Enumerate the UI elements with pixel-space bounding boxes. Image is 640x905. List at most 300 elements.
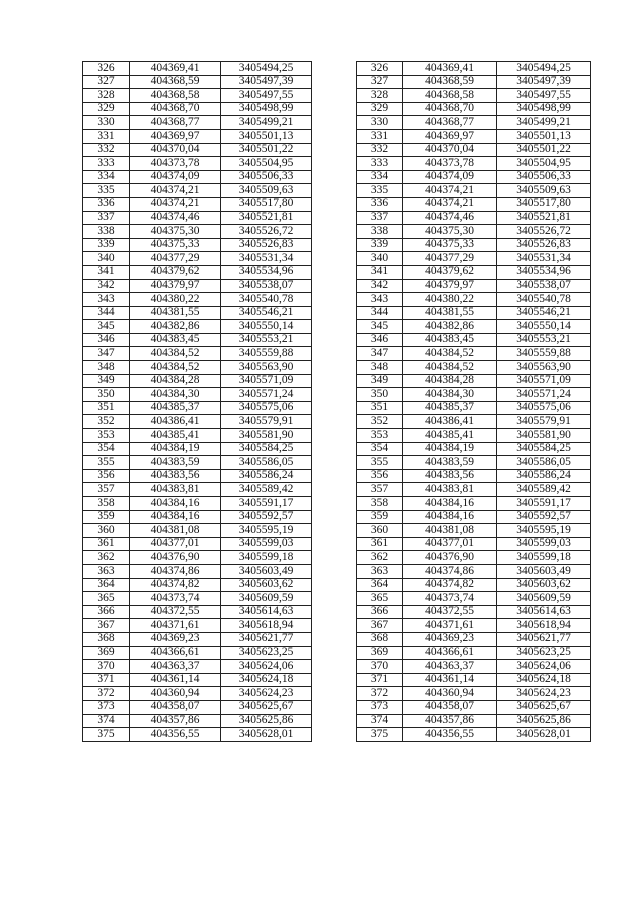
- table-row: [83, 700, 591, 714]
- column-gap: [312, 252, 357, 266]
- y-coordinate-cell: 3405501,22: [497, 143, 591, 157]
- table-row: [83, 320, 591, 334]
- y-coordinate-cell: 3405625,86: [221, 714, 312, 728]
- y-coordinate-cell: 3405494,25: [497, 62, 591, 76]
- y-coordinate-cell: 3405595,19: [497, 524, 591, 538]
- table-row: [83, 333, 591, 347]
- column-gap: [312, 320, 357, 334]
- y-coordinate-cell: 3405517,80: [497, 197, 591, 211]
- x-coordinate-cell: 404356,55: [130, 728, 221, 742]
- point-number-cell: 362: [357, 551, 403, 565]
- y-coordinate-cell: 3405509,63: [497, 184, 591, 198]
- point-number-cell: 339: [357, 238, 403, 252]
- point-number-cell: 343: [83, 293, 130, 307]
- x-coordinate-cell: 404368,59: [403, 75, 497, 89]
- point-number-cell: 334: [83, 170, 130, 184]
- y-coordinate-cell: 3405563,90: [221, 361, 312, 375]
- column-gap: [312, 116, 357, 130]
- y-coordinate-cell: 3405559,88: [221, 347, 312, 361]
- point-number-cell: 337: [357, 211, 403, 225]
- point-number-cell: 349: [83, 374, 130, 388]
- point-number-cell: 375: [83, 728, 130, 742]
- y-coordinate-cell: 3405509,63: [221, 184, 312, 198]
- x-coordinate-cell: 404374,82: [403, 578, 497, 592]
- point-number-cell: 329: [83, 102, 130, 116]
- x-coordinate-cell: 404381,08: [130, 524, 221, 538]
- y-coordinate-cell: 3405563,90: [497, 361, 591, 375]
- x-coordinate-cell: 404363,37: [130, 660, 221, 674]
- point-number-cell: 331: [357, 129, 403, 143]
- x-coordinate-cell: 404375,33: [130, 238, 221, 252]
- y-coordinate-cell: 3405579,91: [221, 415, 312, 429]
- x-coordinate-cell: 404384,52: [130, 347, 221, 361]
- point-number-cell: 359: [83, 510, 130, 524]
- y-coordinate-cell: 3405498,99: [221, 102, 312, 116]
- x-coordinate-cell: 404384,16: [403, 497, 497, 511]
- x-coordinate-cell: 404366,61: [403, 646, 497, 660]
- column-gap: [312, 129, 357, 143]
- coordinates-table-body: [83, 62, 591, 742]
- point-number-cell: 346: [357, 333, 403, 347]
- table-row: [83, 252, 591, 266]
- y-coordinate-cell: 3405534,96: [221, 265, 312, 279]
- y-coordinate-cell: 3405599,18: [221, 551, 312, 565]
- table-row: [83, 673, 591, 687]
- x-coordinate-cell: 404369,97: [130, 129, 221, 143]
- point-number-cell: 332: [357, 143, 403, 157]
- x-coordinate-cell: 404373,74: [403, 592, 497, 606]
- y-coordinate-cell: 3405575,06: [221, 401, 312, 415]
- x-coordinate-cell: 404369,23: [403, 632, 497, 646]
- y-coordinate-cell: 3405521,81: [221, 211, 312, 225]
- x-coordinate-cell: 404383,45: [403, 333, 497, 347]
- y-coordinate-cell: 3405603,49: [221, 564, 312, 578]
- x-coordinate-cell: 404384,16: [130, 497, 221, 511]
- table-row: [83, 524, 591, 538]
- x-coordinate-cell: 404363,37: [403, 660, 497, 674]
- y-coordinate-cell: 3405504,95: [497, 157, 591, 171]
- x-coordinate-cell: 404386,41: [130, 415, 221, 429]
- y-coordinate-cell: 3405603,62: [221, 578, 312, 592]
- column-gap: [312, 456, 357, 470]
- x-coordinate-cell: 404371,61: [130, 619, 221, 633]
- x-coordinate-cell: 404366,61: [130, 646, 221, 660]
- x-coordinate-cell: 404371,61: [403, 619, 497, 633]
- x-coordinate-cell: 404373,78: [130, 157, 221, 171]
- x-coordinate-cell: 404374,09: [130, 170, 221, 184]
- table-row: [83, 197, 591, 211]
- column-gap: [312, 578, 357, 592]
- point-number-cell: 366: [357, 605, 403, 619]
- x-coordinate-cell: 404356,55: [403, 728, 497, 742]
- x-coordinate-cell: 404369,41: [130, 62, 221, 76]
- table-row: [83, 89, 591, 103]
- x-coordinate-cell: 404368,70: [403, 102, 497, 116]
- x-coordinate-cell: 404370,04: [403, 143, 497, 157]
- column-gap: [312, 361, 357, 375]
- column-gap: [312, 157, 357, 171]
- point-number-cell: 369: [357, 646, 403, 660]
- y-coordinate-cell: 3405609,59: [221, 592, 312, 606]
- x-coordinate-cell: 404386,41: [403, 415, 497, 429]
- y-coordinate-cell: 3405501,13: [221, 129, 312, 143]
- table-row: [83, 62, 591, 76]
- column-gap: [312, 374, 357, 388]
- table-row: [83, 469, 591, 483]
- table-row: [83, 429, 591, 443]
- point-number-cell: 327: [83, 75, 130, 89]
- y-coordinate-cell: 3405553,21: [497, 333, 591, 347]
- point-number-cell: 364: [357, 578, 403, 592]
- column-gap: [312, 646, 357, 660]
- y-coordinate-cell: 3405526,72: [221, 225, 312, 239]
- x-coordinate-cell: 404368,70: [130, 102, 221, 116]
- point-number-cell: 342: [83, 279, 130, 293]
- x-coordinate-cell: 404382,86: [130, 320, 221, 334]
- x-coordinate-cell: 404361,14: [130, 673, 221, 687]
- y-coordinate-cell: 3405581,90: [497, 429, 591, 443]
- y-coordinate-cell: 3405526,72: [497, 225, 591, 239]
- x-coordinate-cell: 404368,58: [130, 89, 221, 103]
- y-coordinate-cell: 3405546,21: [497, 306, 591, 320]
- y-coordinate-cell: 3405571,24: [221, 388, 312, 402]
- x-coordinate-cell: 404375,30: [130, 225, 221, 239]
- x-coordinate-cell: 404381,55: [130, 306, 221, 320]
- point-number-cell: 336: [83, 197, 130, 211]
- y-coordinate-cell: 3405534,96: [497, 265, 591, 279]
- y-coordinate-cell: 3405599,03: [221, 537, 312, 551]
- y-coordinate-cell: 3405526,83: [497, 238, 591, 252]
- x-coordinate-cell: 404374,21: [403, 197, 497, 211]
- y-coordinate-cell: 3405498,99: [497, 102, 591, 116]
- point-number-cell: 336: [357, 197, 403, 211]
- y-coordinate-cell: 3405499,21: [497, 116, 591, 130]
- y-coordinate-cell: 3405609,59: [497, 592, 591, 606]
- table-row: [83, 170, 591, 184]
- table-row: [83, 415, 591, 429]
- column-gap: [312, 687, 357, 701]
- point-number-cell: 350: [83, 388, 130, 402]
- x-coordinate-cell: 404384,52: [403, 361, 497, 375]
- y-coordinate-cell: 3405497,39: [221, 75, 312, 89]
- y-coordinate-cell: 3405559,88: [497, 347, 591, 361]
- x-coordinate-cell: 404372,55: [130, 605, 221, 619]
- table-row: [83, 225, 591, 239]
- x-coordinate-cell: 404357,86: [403, 714, 497, 728]
- y-coordinate-cell: 3405624,18: [221, 673, 312, 687]
- column-gap: [312, 75, 357, 89]
- point-number-cell: 326: [83, 62, 130, 76]
- x-coordinate-cell: 404374,82: [130, 578, 221, 592]
- y-coordinate-cell: 3405603,62: [497, 578, 591, 592]
- point-number-cell: 359: [357, 510, 403, 524]
- y-coordinate-cell: 3405504,95: [221, 157, 312, 171]
- point-number-cell: 345: [357, 320, 403, 334]
- x-coordinate-cell: 404357,86: [130, 714, 221, 728]
- x-coordinate-cell: 404374,09: [403, 170, 497, 184]
- point-number-cell: 340: [357, 252, 403, 266]
- x-coordinate-cell: 404374,86: [130, 564, 221, 578]
- x-coordinate-cell: 404384,28: [403, 374, 497, 388]
- point-number-cell: 352: [357, 415, 403, 429]
- table-row: [83, 510, 591, 524]
- point-number-cell: 366: [83, 605, 130, 619]
- column-gap: [312, 184, 357, 198]
- x-coordinate-cell: 404361,14: [403, 673, 497, 687]
- column-gap: [312, 225, 357, 239]
- column-gap: [312, 401, 357, 415]
- point-number-cell: 373: [83, 700, 130, 714]
- point-number-cell: 351: [83, 401, 130, 415]
- x-coordinate-cell: 404384,30: [403, 388, 497, 402]
- table-row: [83, 551, 591, 565]
- point-number-cell: 361: [357, 537, 403, 551]
- table-row: [83, 361, 591, 375]
- y-coordinate-cell: 3405497,55: [497, 89, 591, 103]
- column-gap: [312, 592, 357, 606]
- x-coordinate-cell: 404379,62: [403, 265, 497, 279]
- column-gap: [312, 429, 357, 443]
- column-gap: [312, 143, 357, 157]
- point-number-cell: 339: [83, 238, 130, 252]
- y-coordinate-cell: 3405526,83: [221, 238, 312, 252]
- y-coordinate-cell: 3405579,91: [497, 415, 591, 429]
- point-number-cell: 370: [357, 660, 403, 674]
- y-coordinate-cell: 3405540,78: [497, 293, 591, 307]
- x-coordinate-cell: 404368,59: [130, 75, 221, 89]
- y-coordinate-cell: 3405550,14: [221, 320, 312, 334]
- x-coordinate-cell: 404384,30: [130, 388, 221, 402]
- y-coordinate-cell: 3405531,34: [221, 252, 312, 266]
- x-coordinate-cell: 404383,56: [403, 469, 497, 483]
- x-coordinate-cell: 404383,81: [403, 483, 497, 497]
- column-gap: [312, 551, 357, 565]
- y-coordinate-cell: 3405621,77: [221, 632, 312, 646]
- column-gap: [312, 265, 357, 279]
- point-number-cell: 338: [357, 225, 403, 239]
- table-row: [83, 75, 591, 89]
- table-row: [83, 157, 591, 171]
- point-number-cell: 353: [83, 429, 130, 443]
- x-coordinate-cell: 404381,08: [403, 524, 497, 538]
- point-number-cell: 363: [83, 564, 130, 578]
- y-coordinate-cell: 3405506,33: [221, 170, 312, 184]
- point-number-cell: 344: [83, 306, 130, 320]
- y-coordinate-cell: 3405618,94: [497, 619, 591, 633]
- table-row: [83, 483, 591, 497]
- x-coordinate-cell: 404374,46: [130, 211, 221, 225]
- y-coordinate-cell: 3405494,25: [221, 62, 312, 76]
- point-number-cell: 363: [357, 564, 403, 578]
- y-coordinate-cell: 3405584,25: [221, 442, 312, 456]
- column-gap: [312, 197, 357, 211]
- table-row: [83, 619, 591, 633]
- point-number-cell: 372: [83, 687, 130, 701]
- column-gap: [312, 238, 357, 252]
- point-number-cell: 367: [357, 619, 403, 633]
- y-coordinate-cell: 3405586,24: [221, 469, 312, 483]
- y-coordinate-cell: 3405571,24: [497, 388, 591, 402]
- table-row: [83, 728, 591, 742]
- point-number-cell: 357: [83, 483, 130, 497]
- point-number-cell: 347: [357, 347, 403, 361]
- column-gap: [312, 102, 357, 116]
- x-coordinate-cell: 404384,19: [130, 442, 221, 456]
- table-row: [83, 374, 591, 388]
- point-number-cell: 373: [357, 700, 403, 714]
- x-coordinate-cell: 404384,52: [130, 361, 221, 375]
- point-number-cell: 346: [83, 333, 130, 347]
- y-coordinate-cell: 3405625,86: [497, 714, 591, 728]
- point-number-cell: 352: [83, 415, 130, 429]
- x-coordinate-cell: 404382,86: [403, 320, 497, 334]
- x-coordinate-cell: 404384,16: [403, 510, 497, 524]
- y-coordinate-cell: 3405501,13: [497, 129, 591, 143]
- point-number-cell: 371: [83, 673, 130, 687]
- point-number-cell: 357: [357, 483, 403, 497]
- point-number-cell: 364: [83, 578, 130, 592]
- column-gap: [312, 347, 357, 361]
- y-coordinate-cell: 3405571,09: [221, 374, 312, 388]
- y-coordinate-cell: 3405614,63: [221, 605, 312, 619]
- point-number-cell: 370: [83, 660, 130, 674]
- point-number-cell: 326: [357, 62, 403, 76]
- column-gap: [312, 333, 357, 347]
- x-coordinate-cell: 404380,22: [403, 293, 497, 307]
- y-coordinate-cell: 3405546,21: [221, 306, 312, 320]
- point-number-cell: 371: [357, 673, 403, 687]
- point-number-cell: 353: [357, 429, 403, 443]
- y-coordinate-cell: 3405581,90: [221, 429, 312, 443]
- x-coordinate-cell: 404379,97: [403, 279, 497, 293]
- x-coordinate-cell: 404375,33: [403, 238, 497, 252]
- y-coordinate-cell: 3405591,17: [497, 497, 591, 511]
- table-row: [83, 347, 591, 361]
- point-number-cell: 367: [83, 619, 130, 633]
- point-number-cell: 335: [357, 184, 403, 198]
- table-row: [83, 102, 591, 116]
- point-number-cell: 331: [83, 129, 130, 143]
- point-number-cell: 345: [83, 320, 130, 334]
- table-row: [83, 265, 591, 279]
- y-coordinate-cell: 3405623,25: [221, 646, 312, 660]
- x-coordinate-cell: 404379,97: [130, 279, 221, 293]
- column-gap: [312, 483, 357, 497]
- column-gap: [312, 605, 357, 619]
- y-coordinate-cell: 3405625,67: [221, 700, 312, 714]
- column-gap: [312, 89, 357, 103]
- column-gap: [312, 388, 357, 402]
- y-coordinate-cell: 3405614,63: [497, 605, 591, 619]
- column-gap: [312, 415, 357, 429]
- x-coordinate-cell: 404385,37: [130, 401, 221, 415]
- point-number-cell: 351: [357, 401, 403, 415]
- column-gap: [312, 279, 357, 293]
- point-number-cell: 358: [357, 497, 403, 511]
- y-coordinate-cell: 3405591,17: [221, 497, 312, 511]
- x-coordinate-cell: 404369,41: [403, 62, 497, 76]
- point-number-cell: 342: [357, 279, 403, 293]
- y-coordinate-cell: 3405499,21: [221, 116, 312, 130]
- table-row: [83, 238, 591, 252]
- x-coordinate-cell: 404383,81: [130, 483, 221, 497]
- point-number-cell: 327: [357, 75, 403, 89]
- x-coordinate-cell: 404358,07: [403, 700, 497, 714]
- column-gap: [312, 293, 357, 307]
- x-coordinate-cell: 404358,07: [130, 700, 221, 714]
- x-coordinate-cell: 404375,30: [403, 225, 497, 239]
- table-row: [83, 605, 591, 619]
- point-number-cell: 348: [357, 361, 403, 375]
- point-number-cell: 341: [83, 265, 130, 279]
- point-number-cell: 356: [357, 469, 403, 483]
- point-number-cell: 333: [357, 157, 403, 171]
- point-number-cell: 368: [357, 632, 403, 646]
- y-coordinate-cell: 3405517,80: [221, 197, 312, 211]
- y-coordinate-cell: 3405538,07: [221, 279, 312, 293]
- y-coordinate-cell: 3405592,57: [497, 510, 591, 524]
- column-gap: [312, 660, 357, 674]
- x-coordinate-cell: 404370,04: [130, 143, 221, 157]
- y-coordinate-cell: 3405586,05: [221, 456, 312, 470]
- x-coordinate-cell: 404369,97: [403, 129, 497, 143]
- x-coordinate-cell: 404373,78: [403, 157, 497, 171]
- table-row: [83, 116, 591, 130]
- y-coordinate-cell: 3405623,25: [497, 646, 591, 660]
- x-coordinate-cell: 404384,16: [130, 510, 221, 524]
- x-coordinate-cell: 404368,77: [403, 116, 497, 130]
- point-number-cell: 330: [357, 116, 403, 130]
- x-coordinate-cell: 404377,01: [403, 537, 497, 551]
- point-number-cell: 355: [357, 456, 403, 470]
- y-coordinate-cell: 3405589,42: [497, 483, 591, 497]
- point-number-cell: 338: [83, 225, 130, 239]
- y-coordinate-cell: 3405586,24: [497, 469, 591, 483]
- y-coordinate-cell: 3405571,09: [497, 374, 591, 388]
- x-coordinate-cell: 404373,74: [130, 592, 221, 606]
- table-row: [83, 592, 591, 606]
- y-coordinate-cell: 3405603,49: [497, 564, 591, 578]
- point-number-cell: 361: [83, 537, 130, 551]
- point-number-cell: 365: [83, 592, 130, 606]
- point-number-cell: 365: [357, 592, 403, 606]
- column-gap: [312, 714, 357, 728]
- x-coordinate-cell: 404374,21: [130, 184, 221, 198]
- point-number-cell: 330: [83, 116, 130, 130]
- x-coordinate-cell: 404379,62: [130, 265, 221, 279]
- point-number-cell: 341: [357, 265, 403, 279]
- y-coordinate-cell: 3405621,77: [497, 632, 591, 646]
- x-coordinate-cell: 404385,41: [130, 429, 221, 443]
- column-gap: [312, 62, 357, 76]
- point-number-cell: 354: [83, 442, 130, 456]
- x-coordinate-cell: 404376,90: [130, 551, 221, 565]
- y-coordinate-cell: 3405625,67: [497, 700, 591, 714]
- x-coordinate-cell: 404374,46: [403, 211, 497, 225]
- column-gap: [312, 306, 357, 320]
- point-number-cell: 374: [83, 714, 130, 728]
- table-row: [83, 578, 591, 592]
- table-row: [83, 293, 591, 307]
- point-number-cell: 360: [357, 524, 403, 538]
- y-coordinate-cell: 3405553,21: [221, 333, 312, 347]
- y-coordinate-cell: 3405628,01: [221, 728, 312, 742]
- x-coordinate-cell: 404384,52: [403, 347, 497, 361]
- point-number-cell: 368: [83, 632, 130, 646]
- x-coordinate-cell: 404383,59: [130, 456, 221, 470]
- point-number-cell: 340: [83, 252, 130, 266]
- x-coordinate-cell: 404376,90: [403, 551, 497, 565]
